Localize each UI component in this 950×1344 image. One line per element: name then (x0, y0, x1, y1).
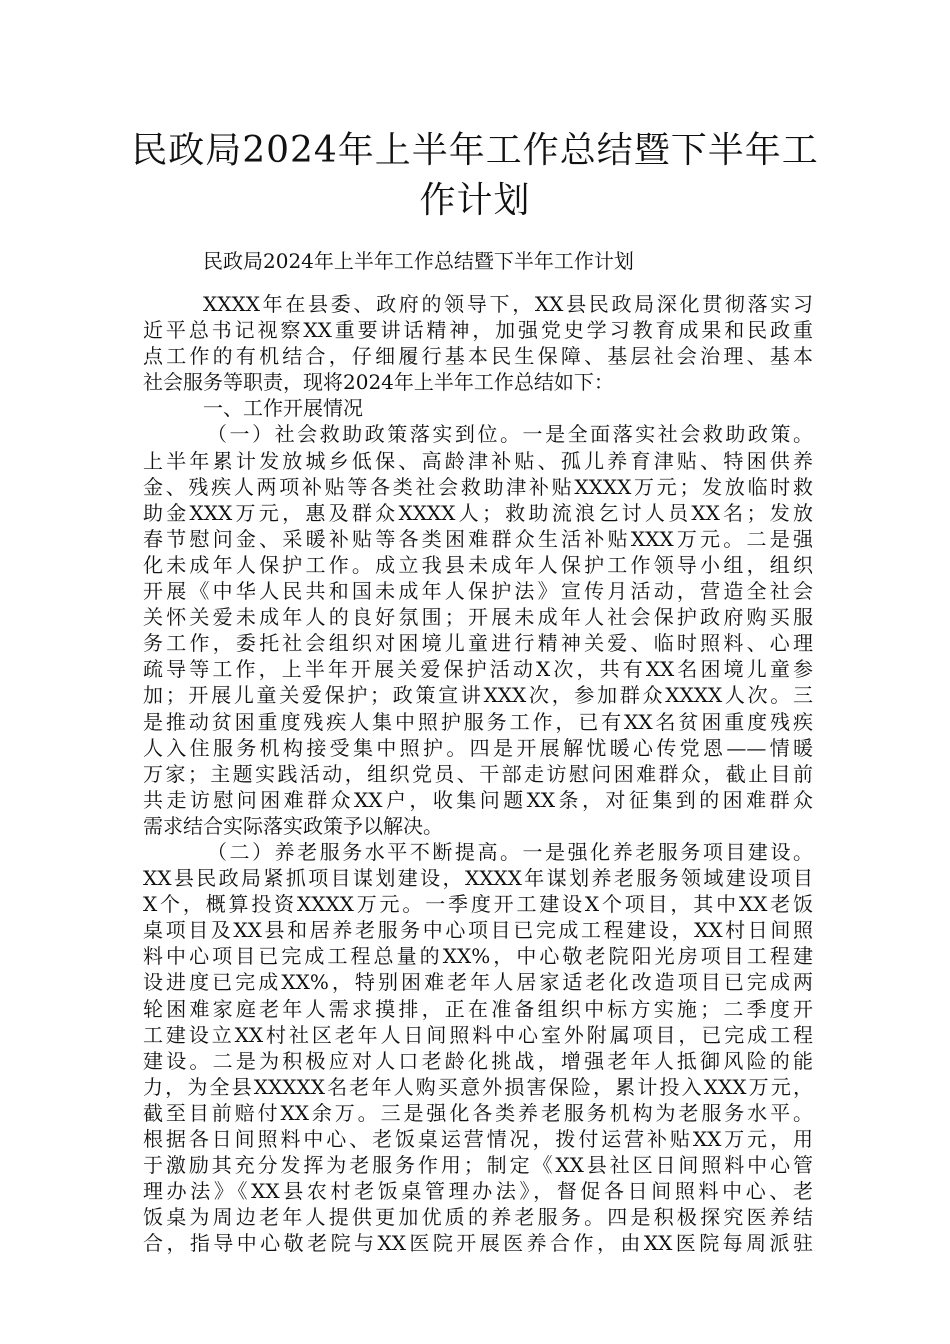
text-line: 点工作的有机结合，仔细履行基本民生保障、基层社会治理、基本 (143, 344, 813, 369)
text-line: 需求结合实际落实政策予以解决。 (143, 813, 443, 838)
document-body (143, 291, 813, 1256)
text-line: 人入住服务机构接受集中照护。四是开展解忧暖心传党恩——情暖 (143, 735, 813, 760)
text-line: 加；开展儿童关爱保护；政策宣讲XXX次，参加群众XXXX人次。三 (143, 683, 813, 708)
document-subtitle: 民政局2024年上半年工作总结暨下半年工作计划 (203, 249, 634, 273)
document-title (120, 126, 830, 226)
text-line: 金、残疾人两项补贴等各类社会救助津补贴XXXX万元；发放临时救 (143, 474, 813, 499)
text-line: 春节慰问金、采暖补贴等各类困难群众生活补贴XXX万元。二是强 (143, 526, 813, 551)
text-line: XX县民政局紧抓项目谋划建设，XXXX年谋划养老服务领域建设项目 (143, 866, 813, 891)
text-line: 是推动贫困重度残疾人集中照护服务工作，已有XX名贫困重度残疾 (143, 709, 813, 734)
title-line: 作计划 (419, 180, 531, 221)
text-line: 于激励其充分发挥为老服务作用；制定《XX县社区日间照料中心管 (143, 1153, 813, 1178)
text-line: 助金XXX万元，惠及群众XXXX人；救助流浪乞讨人员XX名；发放 (143, 500, 813, 525)
text-line: （一）社会救助政策落实到位。一是全面落实社会救助政策。 (207, 422, 813, 447)
text-line: 关怀关爱未成年人的良好氛围；开展未成年人社会保护政府购买服 (143, 605, 813, 630)
text-line: 合，指导中心敬老院与XX医院开展医养合作，由XX医院每周派驻 (143, 1231, 813, 1256)
text-line: 共走访慰问困难群众XX户，收集问题XX条，对征集到的困难群众 (143, 787, 813, 812)
text-line: 社会服务等职责，现将2024年上半年工作总结如下： (143, 370, 614, 395)
text-line: （二）养老服务水平不断提高。一是强化养老服务项目建设。 (207, 839, 813, 864)
text-line: 建设。二是为积极应对人口老龄化挑战，增强老年人抵御风险的能 (143, 1048, 813, 1073)
text-line: 桌项目及XX县和居养老服务中心项目已完成工程建设，XX村日间照 (143, 918, 813, 943)
text-line: 疏导等工作，上半年开展关爱保护活动X次，共有XX名困境儿童参 (143, 657, 813, 682)
text-line: 上半年累计发放城乡低保、高龄津补贴、孤儿养育津贴、特困供养 (143, 448, 813, 473)
text-line: 轮困难家庭老年人需求摸排，正在准备组织中标方实施；二季度开 (143, 996, 813, 1021)
text-line: 理办法》《XX县农村老饭桌管理办法》，督促各日间照料中心、老 (143, 1179, 813, 1204)
text-line: 饭桌为周边老年人提供更加优质的养老服务。四是积极探究医养结 (143, 1205, 813, 1230)
text-line: X个，概算投资XXXX万元。一季度开工建设X个项目，其中XX老饭 (143, 892, 813, 917)
text-line: 务工作，委托社会组织对困境儿童进行精神关爱、临时照料、心理 (143, 631, 813, 656)
text-line: 设进度已完成XX%，特别困难老年人居家适老化改造项目已完成两 (143, 970, 813, 995)
text-line: 近平总书记视察XX重要讲话精神，加强党史学习教育成果和民政重 (143, 318, 813, 343)
text-line: 一、工作开展情况 (203, 396, 363, 421)
title-line: 民政局2024年上半年工作总结暨下半年工 (131, 130, 819, 171)
text-line: 工建设立XX村社区老年人日间照料中心室外附属项目，已完成工程 (143, 1022, 813, 1047)
text-line: 料中心项目已完成工程总量的XX%，中心敬老院阳光房项目工程建 (143, 944, 813, 969)
text-line: 根据各日间照料中心、老饭桌运营情况，拨付运营补贴XX万元，用 (143, 1127, 813, 1151)
text-line: 化未成年人保护工作。成立我县未成年人保护工作领导小组，组织 (143, 552, 813, 577)
text-line: 力，为全县XXXXX名老年人购买意外损害保险，累计投入XXX万元， (143, 1074, 813, 1099)
text-line: 截至目前赔付XX余万。三是强化各类养老服务机构为老服务水平。 (143, 1100, 813, 1125)
text-line: XXXX年在县委、政府的领导下，XX县民政局深化贯彻落实习 (203, 292, 813, 316)
text-line: 万家；主题实践活动，组织党员、干部走访慰问困难群众，截止目前 (143, 761, 813, 786)
text-line: 开展《中华人民共和国未成年人保护法》宣传月活动，营造全社会 (143, 579, 813, 604)
